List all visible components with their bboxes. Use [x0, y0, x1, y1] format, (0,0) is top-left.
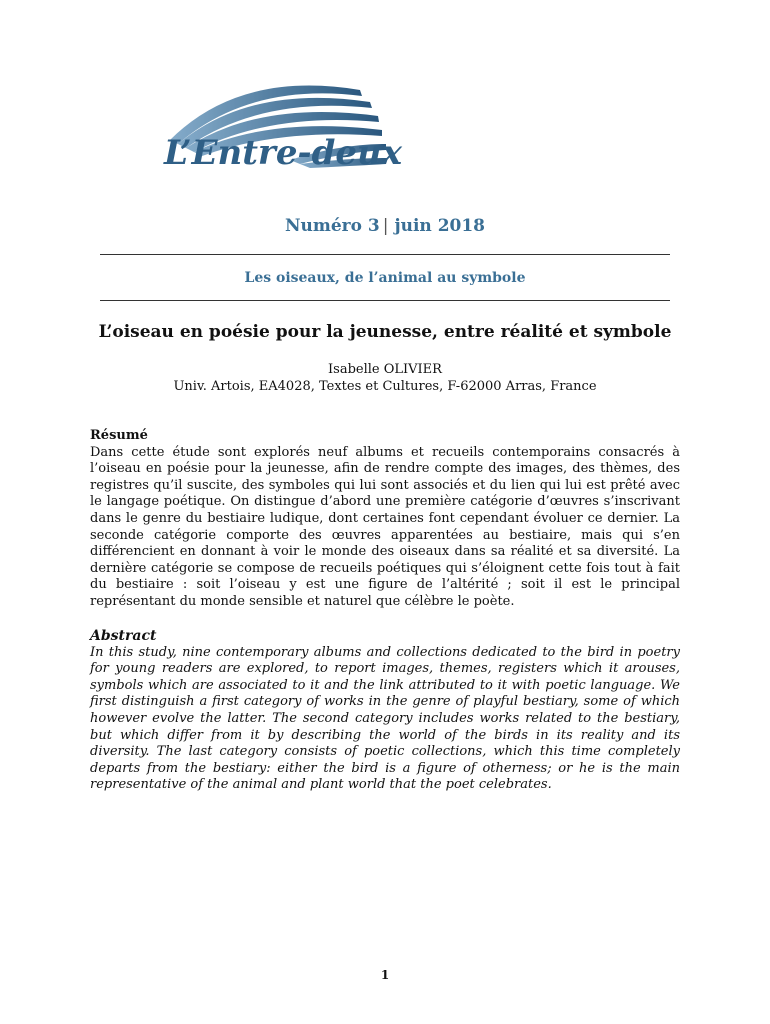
divider [100, 300, 670, 301]
page-number: 1 [380, 968, 390, 982]
article-title: L’oiseau en poésie pour la jeunesse, entre réalité et symbole [98, 322, 672, 342]
open-book-logo-icon [150, 60, 410, 190]
resume-heading: Résumé [90, 428, 148, 443]
issue-date: juin 2018 [394, 216, 486, 236]
resume-section [90, 428, 680, 611]
logo-text: L’Entre-deux [164, 133, 402, 173]
abstract-section [90, 628, 680, 794]
issue-number: Numéro 3 [284, 216, 380, 236]
issue-line [0, 216, 770, 236]
abstract-heading: Abstract [90, 628, 157, 644]
issue-theme: Les oiseaux, de l’animal au symbole [244, 270, 526, 286]
resume-text: Dans cette étude sont explorés neuf albums et recueils contemporains consacrés à l’oiseau en poésie pour la jeunesse, afin de rendre compte des images, des thèmes, des registres qu’il suscite, des symboles qui lui sont associés et du lien qui lui est prêté avec le langage poétique. On distingue d’abord une première catégorie d’œuvres s’inscrivant dans le genre du bestiaire ludique, dont certaines font cependant évoluer ce dernier. La seconde catégorie comporte des œuvres apparentées au bestiaire, mais qui s’en différencient en donnant à voir le monde des oiseaux dans sa réalité et sa diversité. La dernière catégorie se compose de recueils poétiques qui s’éloignent cette fois tout à fait du bestiaire : soit l’oiseau y est une figure de l’altérité ; soit il est le principal représentant du monde sensible et naturel que célèbre le poète. [90, 444, 680, 609]
issue-separator: | [382, 216, 389, 236]
divider [100, 254, 670, 255]
article-author: Isabelle OLIVIER [328, 362, 442, 377]
abstract-text: In this study, nine contemporary albums and collections dedicated to the bird in poetry for young readers are explored, to report images, themes, registers which it arouses, symbols which are associated to it and the link attributed to it with poetic language. We first distinguish a first category of works in the genre of playful bestiary, some of which however evolve the latter. The second category includes works related to the bestiary, but which differ from it by describing the world of the birds in its reality and its diversity. The last category consists of poetic collections, which this time completely departs from the bestiary: either the bird is a figure of otherness; or he is the main representative of the animal and plant world that the poet celebrates. [90, 644, 680, 793]
journal-logo [150, 60, 410, 190]
author-affiliation: Univ. Artois, EA4028, Textes et Cultures, F-62000 Arras, France [173, 379, 597, 394]
